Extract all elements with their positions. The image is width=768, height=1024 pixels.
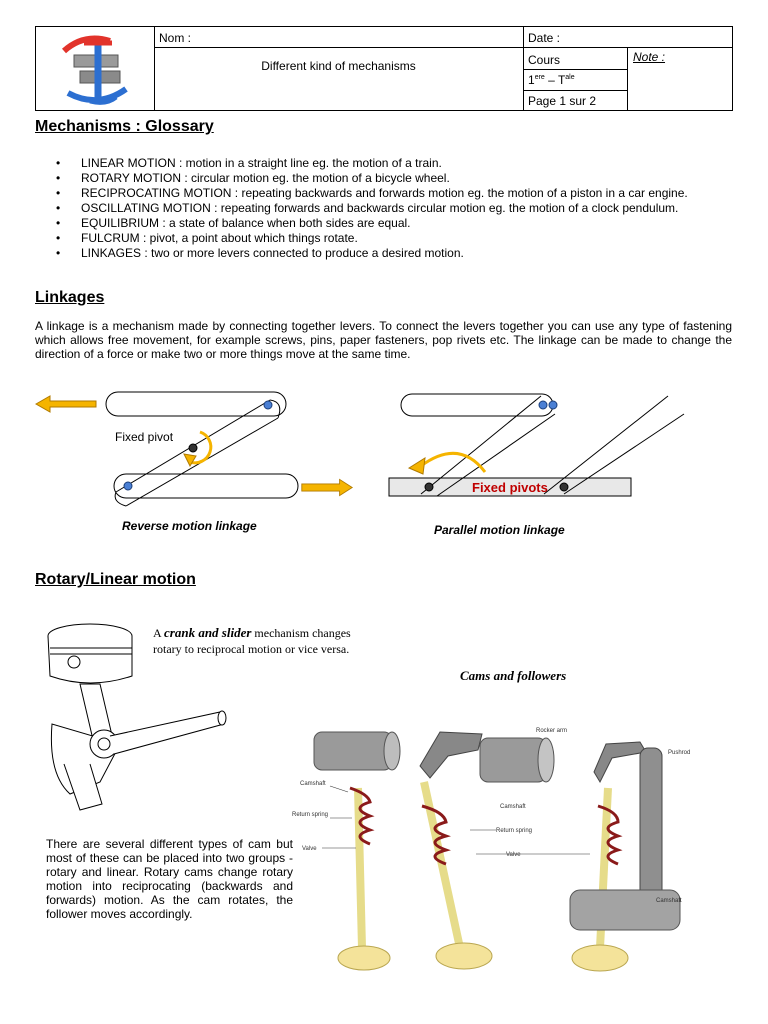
- list-item: • LINEAR MOTION : motion in a straight line eg. the motion of a train.: [56, 156, 732, 171]
- camshaft-label-2: Camshaft: [500, 804, 526, 810]
- list-item: • RECIPROCATING MOTION : repeating backwards and forwards motion eg. the motion of a piston in a car engine.: [56, 186, 732, 201]
- crank-description: A crank and slider mechanism changes rotary to reciprocal motion or vice versa.: [153, 625, 351, 656]
- header-table: [35, 26, 733, 111]
- rocker-arm-label: Rocker arm: [536, 728, 568, 734]
- school-logo-icon: [54, 31, 138, 109]
- reverse-linkage-diagram: [30, 384, 330, 514]
- linkages-paragraph: A linkage is a mechanism made by connecting together levers. To connect the levers together you can use any type of fastening which allows free movement, for example screws, pins, paper fasteners, pop rivets etc. The linkage can be made to change the direction of a force or make two or more things move at the same time.: [35, 319, 732, 361]
- list-item: • EQUILIBRIUM : a state of balance when both sides are equal.: [56, 216, 732, 231]
- rotary-title: Rotary/Linear motion: [35, 571, 196, 588]
- cours-label: Cours: [528, 53, 561, 67]
- left-arrow-icon: [36, 396, 96, 412]
- list-item: • FULCRUM : pivot, a point about which things rotate.: [56, 231, 732, 246]
- cams-followers-illustration: [292, 718, 700, 988]
- list-item: • LINKAGES : two or more levers connected to produce a desired motion.: [56, 246, 732, 261]
- camshaft-label-3: Camshaft: [656, 898, 682, 904]
- return-spring-label-2: Return spring: [496, 828, 533, 834]
- glossary-title: Mechanisms : Glossary: [35, 118, 214, 135]
- valve-label-2: Valve: [506, 852, 521, 858]
- date-label: Date :: [528, 31, 561, 45]
- return-spring-label-1: Return spring: [292, 812, 329, 818]
- reverse-linkage-caption: Reverse motion linkage: [122, 519, 257, 533]
- glossary-list: [56, 156, 732, 261]
- level-label: $1ere - T^{ale}$: [528, 73, 575, 87]
- note-label: Note :: [633, 50, 666, 64]
- list-item: • ROTARY MOTION : circular motion eg. the motion of a bicycle wheel.: [56, 171, 732, 186]
- camshaft-label-1: Camshaft: [300, 781, 326, 787]
- cams-caption: Cams and followers: [460, 668, 567, 683]
- list-item: • OSCILLATING MOTION : repeating forwards and backwards circular motion eg. the motion of a clock pendulum.: [56, 201, 732, 216]
- linkages-title: Linkages: [35, 289, 105, 306]
- page-number: Page 1 sur 2: [528, 94, 597, 108]
- fixed-pivot-label: Fixed pivot: [115, 430, 174, 444]
- nom-label: Nom :: [159, 31, 192, 45]
- pushrod-label: Pushrod: [668, 750, 691, 756]
- right-arrow-icon: [302, 479, 352, 495]
- subject-title: Different kind of mechanisms: [261, 59, 416, 73]
- valve-label-1: Valve: [302, 846, 317, 852]
- parallel-linkage-caption: Parallel motion linkage: [434, 523, 565, 537]
- fixed-pivots-label: Fixed pivots: [472, 480, 548, 495]
- cam-paragraph: There are several different types of cam but most of these can be placed into two groups - rotary and linear. Rotary cams change rotary motion into reciprocating (backwards and forwards) motion. As the cam rotates, the follower moves accordingly.: [46, 837, 293, 921]
